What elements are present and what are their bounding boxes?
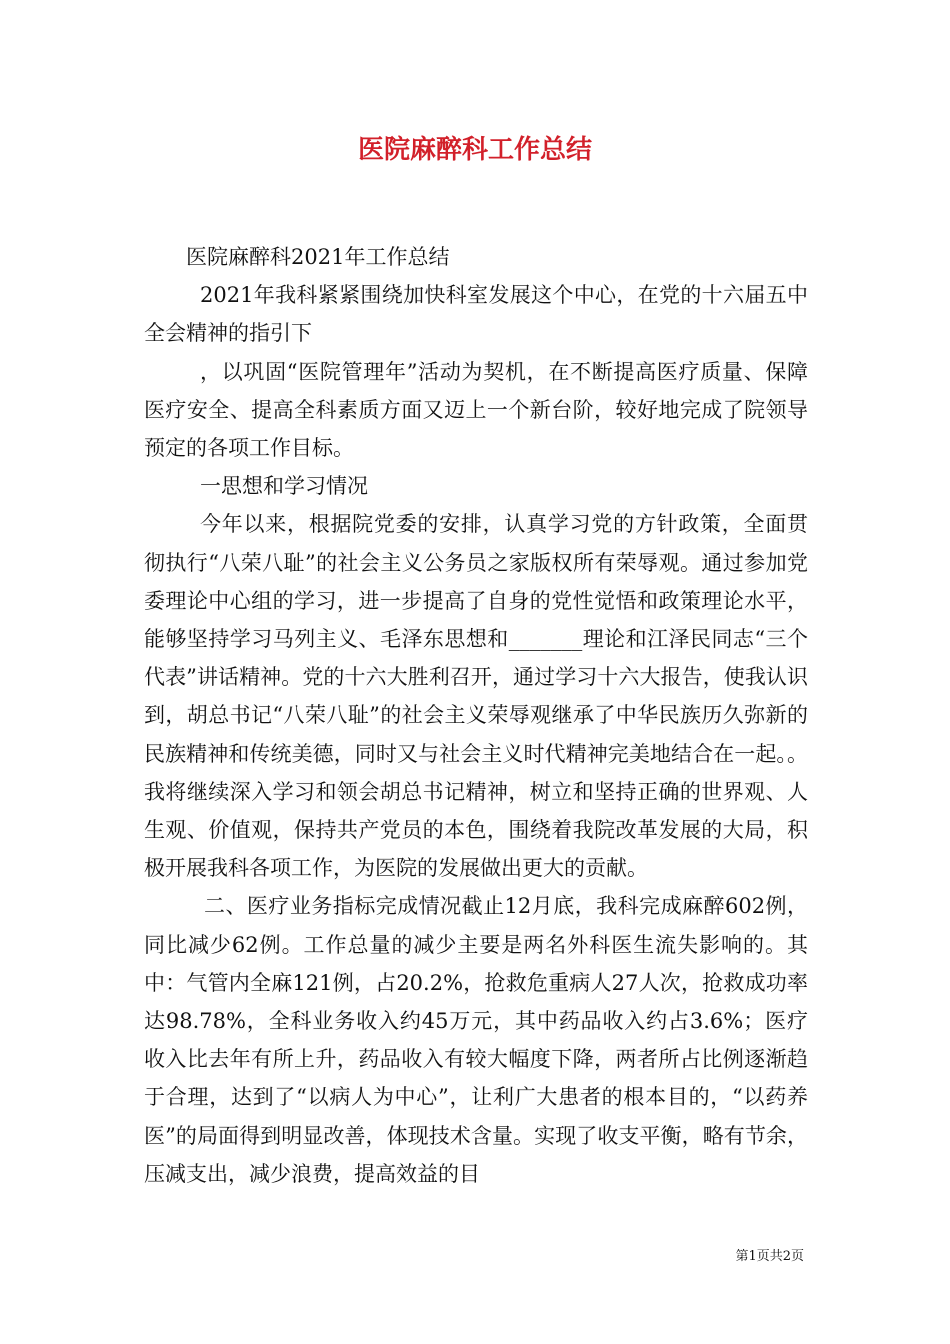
paragraph-subtitle: 医院麻醉科2021年工作总结 [186, 245, 450, 269]
paragraph-thought-study: 今年以来，根据院党委的安排，认真学习党的方针政策，全面贯彻执行“八荣八耻”的社会主义公务员之家版权所有荣辱观。通过参加党委理论中心组的学习，进一步提高了自身的党性觉悟和政策理论水平，能够坚持学习马列主义、毛泽东思想和_______理论和江泽民同志“三个代表”讲话精神。党的十六大胜利召开，通过学习十六大报告，使我认识到，胡总书记“八荣八耻”的社会主义荣辱观继承了中华民族历久弥新的民族精神和传统美德，同时又与社会主义时代精神完美地结合在一起。。我将继续深入学习和领会胡总书记精神，树立和坚持正确的世界观、人生观、价值观，保持共产党员的本色，围绕着我院改革发展的大局，积极开展我科各项工作，为医院的发展做出更大的贡献。 [144, 512, 808, 881]
page-number: 第1页共2页 [735, 1249, 804, 1264]
document-body [144, 238, 808, 1193]
document-title: 医院麻醉科工作总结 [357, 135, 592, 165]
paragraph-intro-continued: ，以巩固“医院管理年”活动为契机，在不断提高医疗质量、保障医疗安全、提高全科素质方面又迈上一个新台阶，较好地完成了院领导预定的各项工作目标。 [144, 359, 808, 461]
section-heading-thought-study: 一思想和学习情况 [200, 474, 368, 499]
paragraph-intro: 2021年我科紧紧围绕加快科室发展这个中心，在党的十六届五中全会精神的指引下 [144, 283, 808, 346]
paragraph-medical-indicators: 二、医疗业务指标完成情况截止12月底，我科完成麻醉602例，同比减少62例。工作总量的减少主要是两名外科医生流失影响的。其中：气管内全麻121例，占20.2%，抢救危重病人27人次，抢救成功率达98.78%，全科业务收入约45万元，其中药品收入约占3.6%；医疗收入比去年有所上升，药品收入有较大幅度下降，两者所占比例逐渐趋于合理，达到了“以病人为中心”，让利广大患者的根本目的，“以药养医”的局面得到明显改善，体现技术含量。实现了收支平衡，略有节余，压减支出，减少浪费，提高效益的目 [144, 894, 808, 1186]
